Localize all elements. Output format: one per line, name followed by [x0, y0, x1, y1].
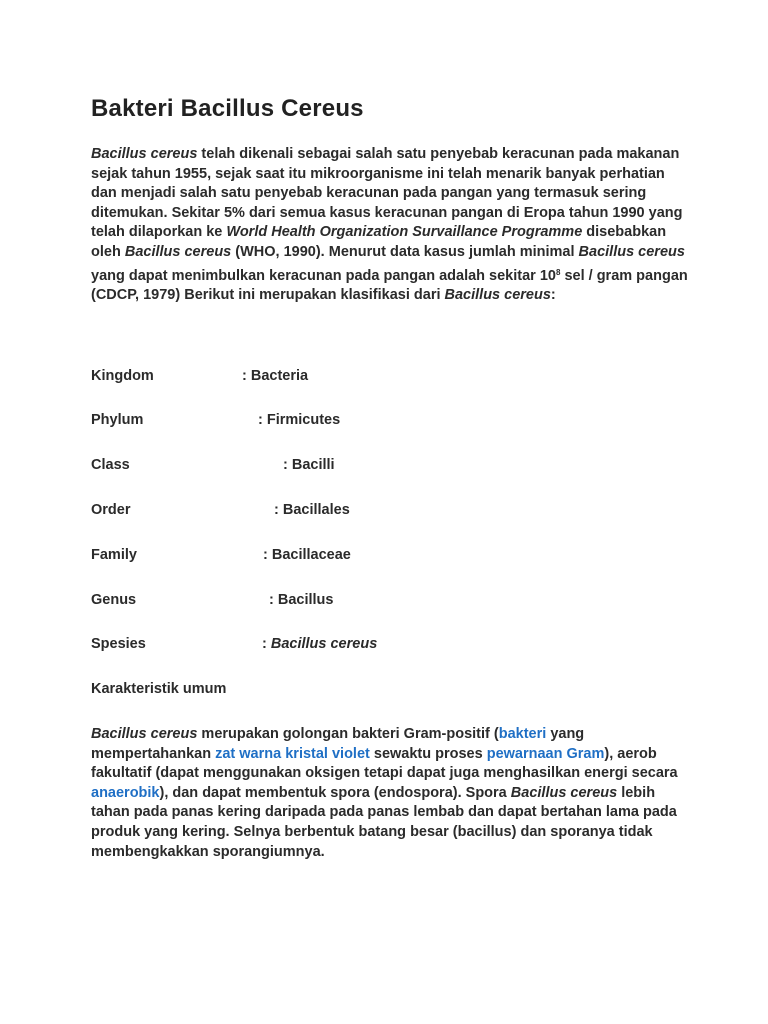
link-pewarnaan-gram[interactable]: pewarnaan Gram	[486, 745, 605, 762]
classification-value: : Bacillus	[269, 592, 334, 608]
classification-key: Class	[91, 457, 130, 473]
intro-text: telah dikenali sebagai salah satu penyebab keracunan pada makanan sejak tahun 1955, sejak saat itu mikroorganisme ini telah menarik banyak perhatian dan menjadi salah satu penyebab keracunan pada pangan yang termasuk sering ditemukan. Sekitar 5% dari semua kasus keracunan pangan di Eropa tahun 1990 yang telah dilaporkan ke	[91, 146, 683, 241]
link-kristal-violet[interactable]: kristal violet	[285, 745, 370, 762]
programme-name: World Health Organization Survaillance Programme	[226, 224, 583, 241]
intro-paragraph	[91, 145, 691, 306]
classification-value: : Bacillaceae	[263, 547, 351, 563]
intro-text: disebabkan oleh	[91, 224, 667, 260]
link-bakteri[interactable]: bakteri	[498, 726, 547, 742]
body-text: merupakan golongan bakteri Gram-positif (	[197, 726, 499, 742]
characteristics-paragraph	[91, 725, 691, 862]
classification-value: : Bacillales	[274, 502, 350, 518]
classification-key: Phylum	[91, 412, 144, 428]
classification-key: Family	[91, 547, 137, 563]
classification-colon: :	[262, 636, 271, 652]
classification-value	[262, 636, 377, 652]
section-heading: Karakteristik umum	[91, 681, 227, 697]
body-text: lebih tahan pada panas kering daripada pada panas lembab dan dapat bertahan lama pada produk yang kering. Selnya berbentuk batang besar (bacillus) dan sporanya tidak membengkakkan sporangiumnya.	[91, 784, 677, 860]
classification-value: : Firmicutes	[258, 412, 341, 428]
species-name: Bacillus cereus	[578, 243, 685, 260]
species-name: Bacillus cereus	[270, 636, 378, 652]
body-text: sewaktu proses	[369, 745, 487, 762]
classification-value: : Bacteria	[242, 368, 309, 384]
link-anaerobik[interactable]: anaerobik	[91, 784, 160, 801]
intro-text: :	[550, 287, 556, 304]
intro-text: yang dapat menimbulkan keracunan pada pangan adalah sekitar 10	[91, 267, 556, 284]
link-zat-warna[interactable]: zat warna	[215, 745, 282, 762]
intro-text: sel / gram pangan (CDCP, 1979) Berikut ini merupakan klasifikasi dari	[91, 267, 688, 304]
page-title: Bakteri Bacillus Cereus	[91, 95, 364, 122]
classification-key: Kingdom	[91, 368, 154, 384]
classification-key: Spesies	[91, 636, 146, 652]
body-text: ), aerob fakultatif (dapat menggunakan oksigen tetapi dapat juga menghasilkan energi secara	[91, 745, 678, 782]
species-name: Bacillus cereus	[444, 287, 551, 304]
body-text: yang mempertahankan	[91, 726, 585, 762]
species-name: Bacillus cereus	[91, 146, 198, 162]
species-name: Bacillus cereus	[510, 784, 618, 801]
exponent: 8	[555, 267, 561, 277]
intro-text: (WHO, 1990). Menurut data kasus jumlah minimal	[231, 243, 579, 260]
classification-key: Order	[91, 502, 131, 518]
classification-key: Genus	[91, 592, 137, 608]
classification-value: : Bacilli	[283, 457, 335, 473]
species-name: Bacillus cereus	[91, 726, 198, 742]
body-text: ), dan dapat membentuk spora (endospora). Spora	[159, 784, 511, 801]
species-name: Bacillus cereus	[124, 243, 232, 260]
